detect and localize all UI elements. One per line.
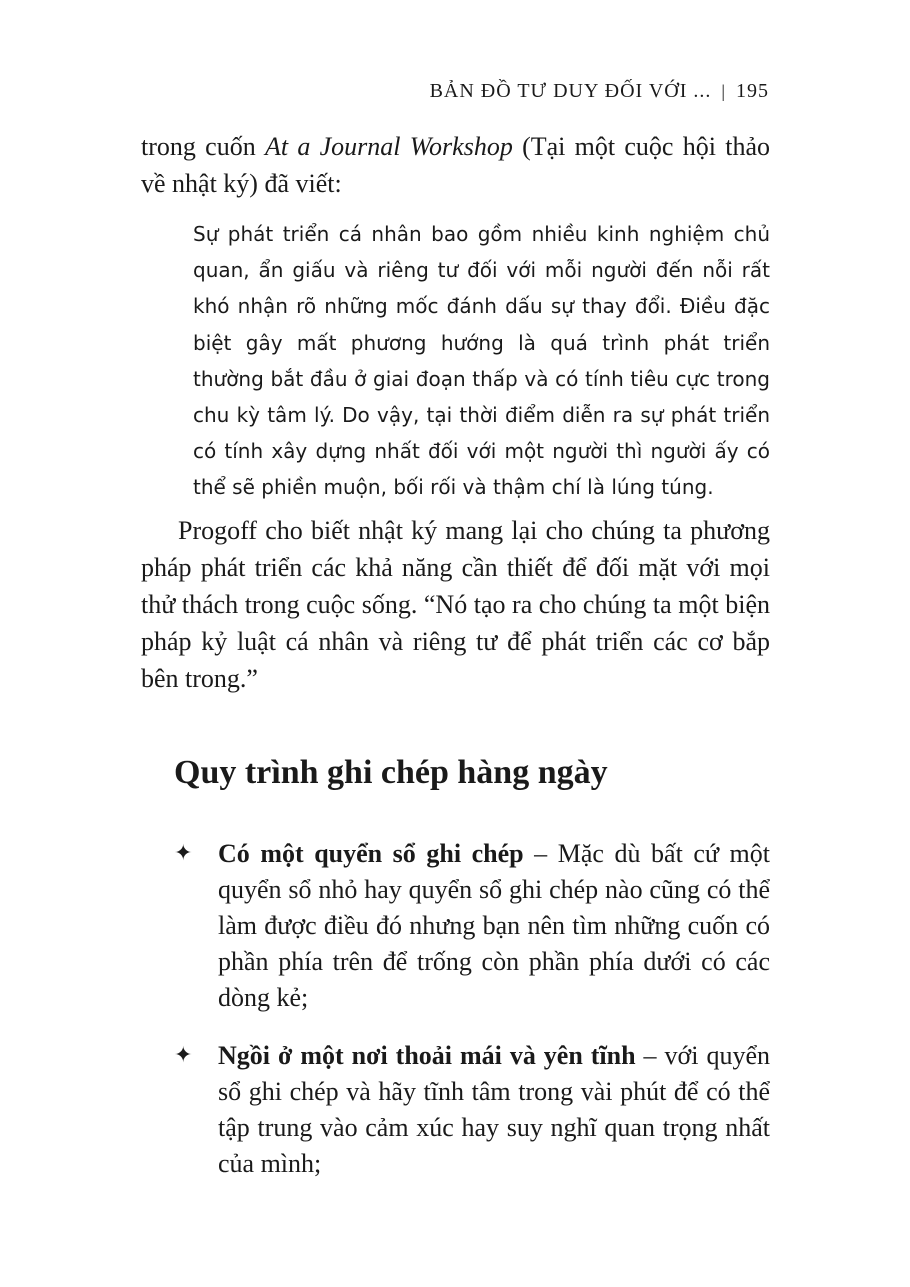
bullet-lead: Có một quyển sổ ghi chép <box>218 839 524 868</box>
bullet-text: – Mặc dù bất cứ một quyển sổ nhỏ hay quyển sổ ghi chép nào cũng có thể làm được điều đó nhưng bạn nên tìm những cuốn có phần phía trên để trống còn phần phía dưới có các dòng kẻ; <box>218 839 770 1012</box>
block-quote: Sự phát triển cá nhân bao gồm nhiều kinh nghiệm chủ quan, ẩn giấu và riêng tư đối với mỗi người đến nỗi rất khó nhận rõ những mốc đánh dấu sự thay đổi. Điều đặc biệt gây mất phương hướng là quá trình phát triển thường bắt đầu ở giai đoạn thấp và có tính tiêu cực trong chu kỳ tâm lý. Do vậy, tại thời điểm diễn ra sự phát triển có tính xây dựng nhất đối với một người thì người ấy có thể sẽ phiền muộn, bối rối và thậm chí là lúng túng. <box>193 222 770 500</box>
bullet-text: – với quyển sổ ghi chép và hãy tĩnh tâm trong vài phút để có thể tập trung vào cảm xúc hay suy nghĩ quan trọng nhất của mình; <box>218 1041 770 1178</box>
header-separator: | <box>721 81 726 101</box>
running-title: BẢN ĐỒ TƯ DUY ĐỐI VỚI ... <box>429 80 712 102</box>
book-title: At a Journal Workshop <box>264 132 513 161</box>
procedure-list <box>174 836 770 1204</box>
progoff-paragraph: Progoff cho biết nhật ký mang lại cho chúng ta phương pháp phát triển các khả năng cần thiết để đối mặt với mọi thử thách trong cuộc sống. “Nó tạo ra cho chúng ta một biện pháp kỷ luật cá nhân và riêng tư để phát triển các cơ bắp bên trong.” <box>141 516 770 693</box>
intro-suffix: (Tại một cuộc hội thảo về nhật ký) đã viết: <box>141 132 770 198</box>
intro-paragraph <box>141 128 770 202</box>
list-item <box>174 1038 770 1182</box>
page-number: 195 <box>736 80 769 102</box>
bullet-lead: Ngồi ở một nơi thoải mái và yên tĩnh <box>218 1041 636 1070</box>
list-item <box>174 836 770 1016</box>
running-header <box>430 80 769 103</box>
four-point-star-bullet-icon: ✦ <box>174 841 193 866</box>
section-heading: Quy trình ghi chép hàng ngày <box>174 754 608 791</box>
four-point-star-bullet-icon: ✦ <box>174 1043 193 1068</box>
intro-prefix: trong cuốn <box>141 132 265 161</box>
